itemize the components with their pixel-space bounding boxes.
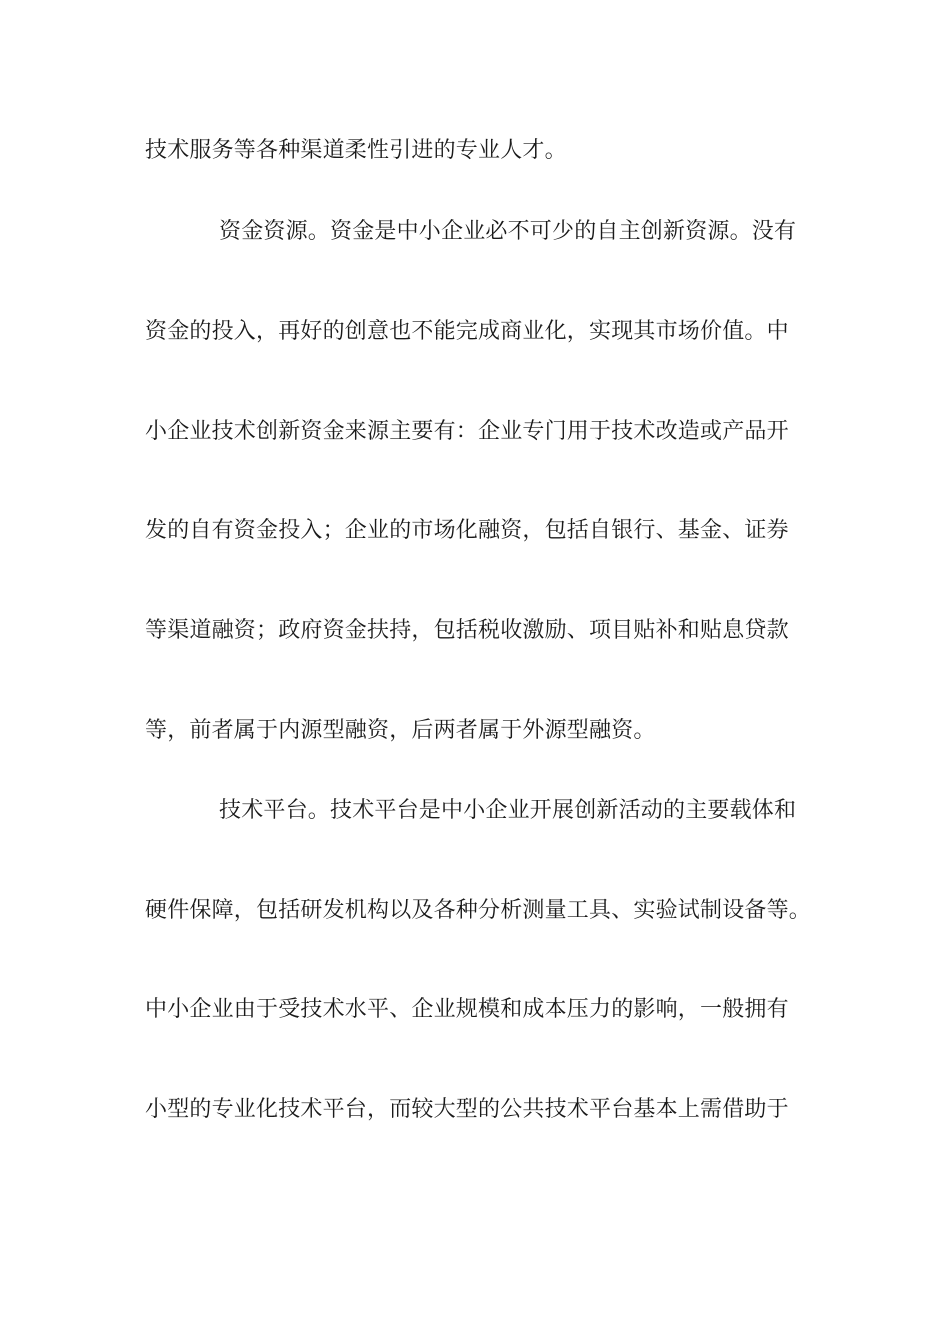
text-line: 小企业技术创新资金来源主要有：企业专门用于技术改造或产品开	[145, 419, 789, 444]
text-line: 等渠道融资；政府资金扶持，包括税收激励、项目贴补和贴息贷款	[145, 618, 789, 643]
text-line: 等，前者属于内源型融资，后两者属于外源型融资。	[145, 718, 656, 743]
paragraph-start-funding: 资金资源。资金是中小企业必不可少的自主创新资源。没有	[219, 219, 797, 244]
paragraph-start-tech-platform: 技术平台。技术平台是中小企业开展创新活动的主要载体和	[219, 798, 797, 823]
text-line: 小型的专业化技术平台，而较大型的公共技术平台基本上需借助于	[145, 1097, 789, 1122]
text-line: 技术服务等各种渠道柔性引进的专业人才。	[145, 138, 567, 163]
text-line: 硬件保障，包括研发机构以及各种分析测量工具、实验试制设备等。	[145, 898, 812, 923]
text-line: 资金的投入，再好的创意也不能完成商业化，实现其市场价值。中	[145, 319, 789, 344]
text-line: 中小企业由于受技术水平、企业规模和成本压力的影响，一般拥有	[145, 997, 789, 1022]
text-line: 发的自有资金投入；企业的市场化融资，包括自银行、基金、证券	[145, 518, 789, 543]
